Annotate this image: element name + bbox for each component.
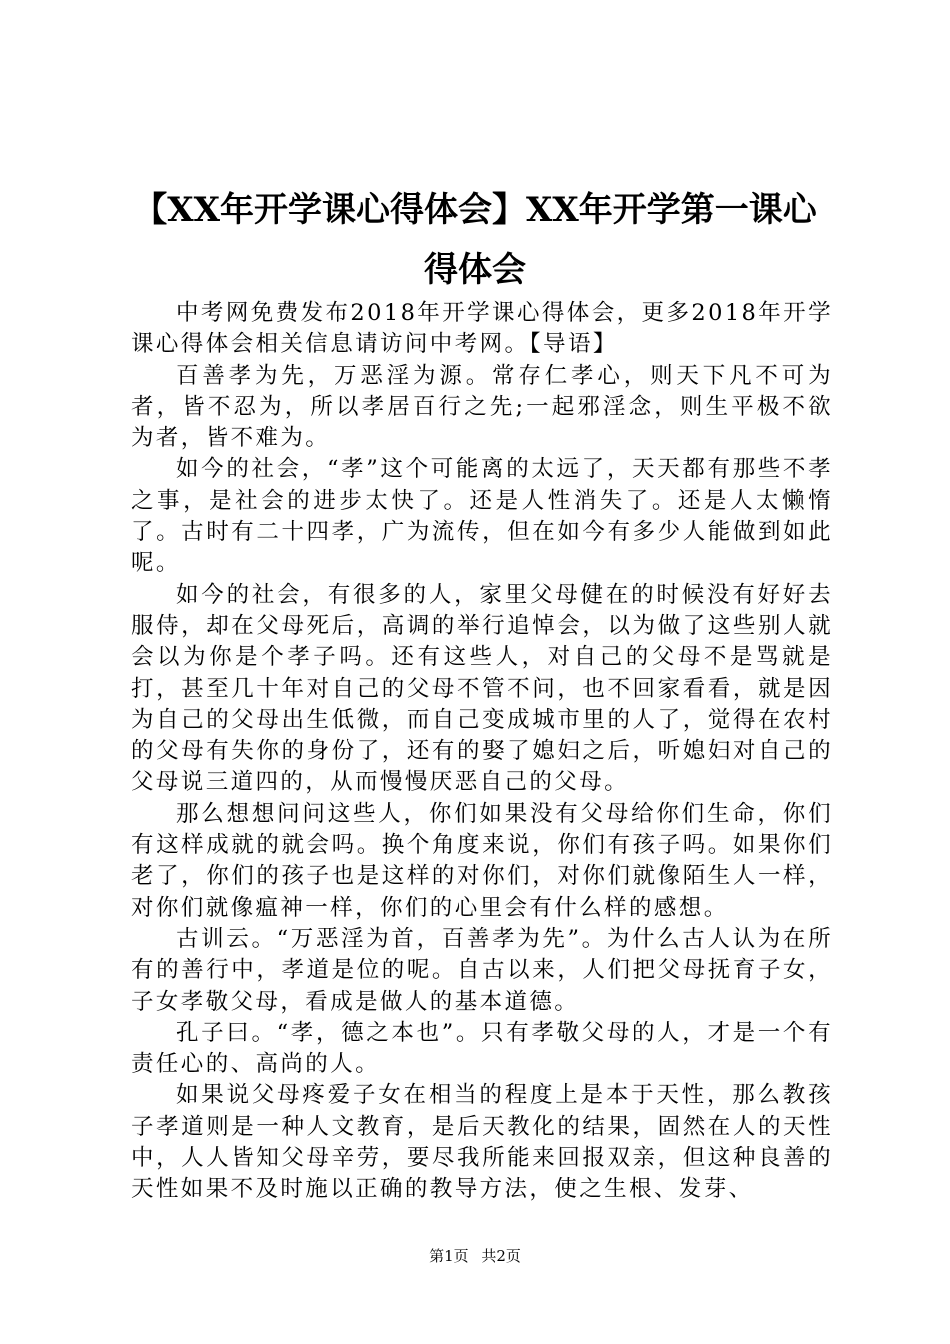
- paragraph-5: 那么想想问问这些人，你们如果没有父母给你们生命，你们有这样成就的就会吗。换个角度来说，你们有孩子吗。如果你们老了，你们的孩子也是这样的对你们，对你们就像陌生人一样，对你们就像瘟神一样，你们的心里会有什么样的感想。: [131, 800, 833, 921]
- paragraph-7: 孔子曰。“孝，德之本也”。只有孝敬父母的人，才是一个有责任心的、高尚的人。: [131, 1019, 833, 1078]
- paragraph-4: 如今的社会，有很多的人，家里父母健在的时候没有好好去服侍，却在父母死后，高调的举行追悼会，以为做了这些别人就会以为你是个孝子吗。还有这些人，对自己的父母不是骂就是打，甚至几十年对自己的父母不管不问，也不回家看看，就是因为自己的父母出生低微，而自己变成城市里的人了，觉得在农村的父母有失你的身份了，还有的娶了媳妇之后，听媳妇对自己的父母说三道四的，从而慢慢厌恶自己的父母。: [131, 581, 833, 796]
- paragraph-2: 百善孝为先，万恶淫为源。常存仁孝心，则天下凡不可为者，皆不忍为，所以孝居百行之先;一起邪淫念，则生平极不欲为者，皆不难为。: [131, 362, 833, 452]
- paragraph-1: 中考网免费发布2018年开学课心得体会，更多2018年开学课心得体会相关信息请访问中考网。【导语】: [131, 300, 833, 358]
- paragraph-6: 古训云。“万恶淫为首，百善孝为先”。为什么古人认为在所有的善行中，孝道是位的呢。自古以来，人们把父母抚育子女，子女孝敬父母，看成是做人的基本道德。: [131, 925, 833, 1015]
- title-line-1: 【XX年开学课心得体会】XX年开学第一课心: [133, 190, 817, 230]
- title-line-2: 得体会: [424, 250, 526, 290]
- document-body: [131, 298, 833, 1206]
- document-title: [120, 180, 830, 300]
- paragraph-8: 如果说父母疼爱子女在相当的程度上是本于天性，那么教孩子孝道则是一种人文教育，是后天教化的结果，固然在人的天性中，人人皆知父母辛劳，要尽我所能来回报双亲，但这种良善的天性如果不及时施以正确的教导方法，使之生根、发芽、: [131, 1082, 833, 1203]
- paragraph-3: 如今的社会，“孝”这个可能离的太远了，天天都有那些不孝之事，是社会的进步太快了。还是人性消失了。还是人太懒惰了。古时有二十四孝，广为流传，但在如今有多少人能做到如此呢。: [131, 456, 833, 577]
- page-total: 共2页: [481, 1247, 521, 1265]
- page-footer: [0, 1246, 950, 1266]
- page-number: 第1页: [429, 1247, 469, 1265]
